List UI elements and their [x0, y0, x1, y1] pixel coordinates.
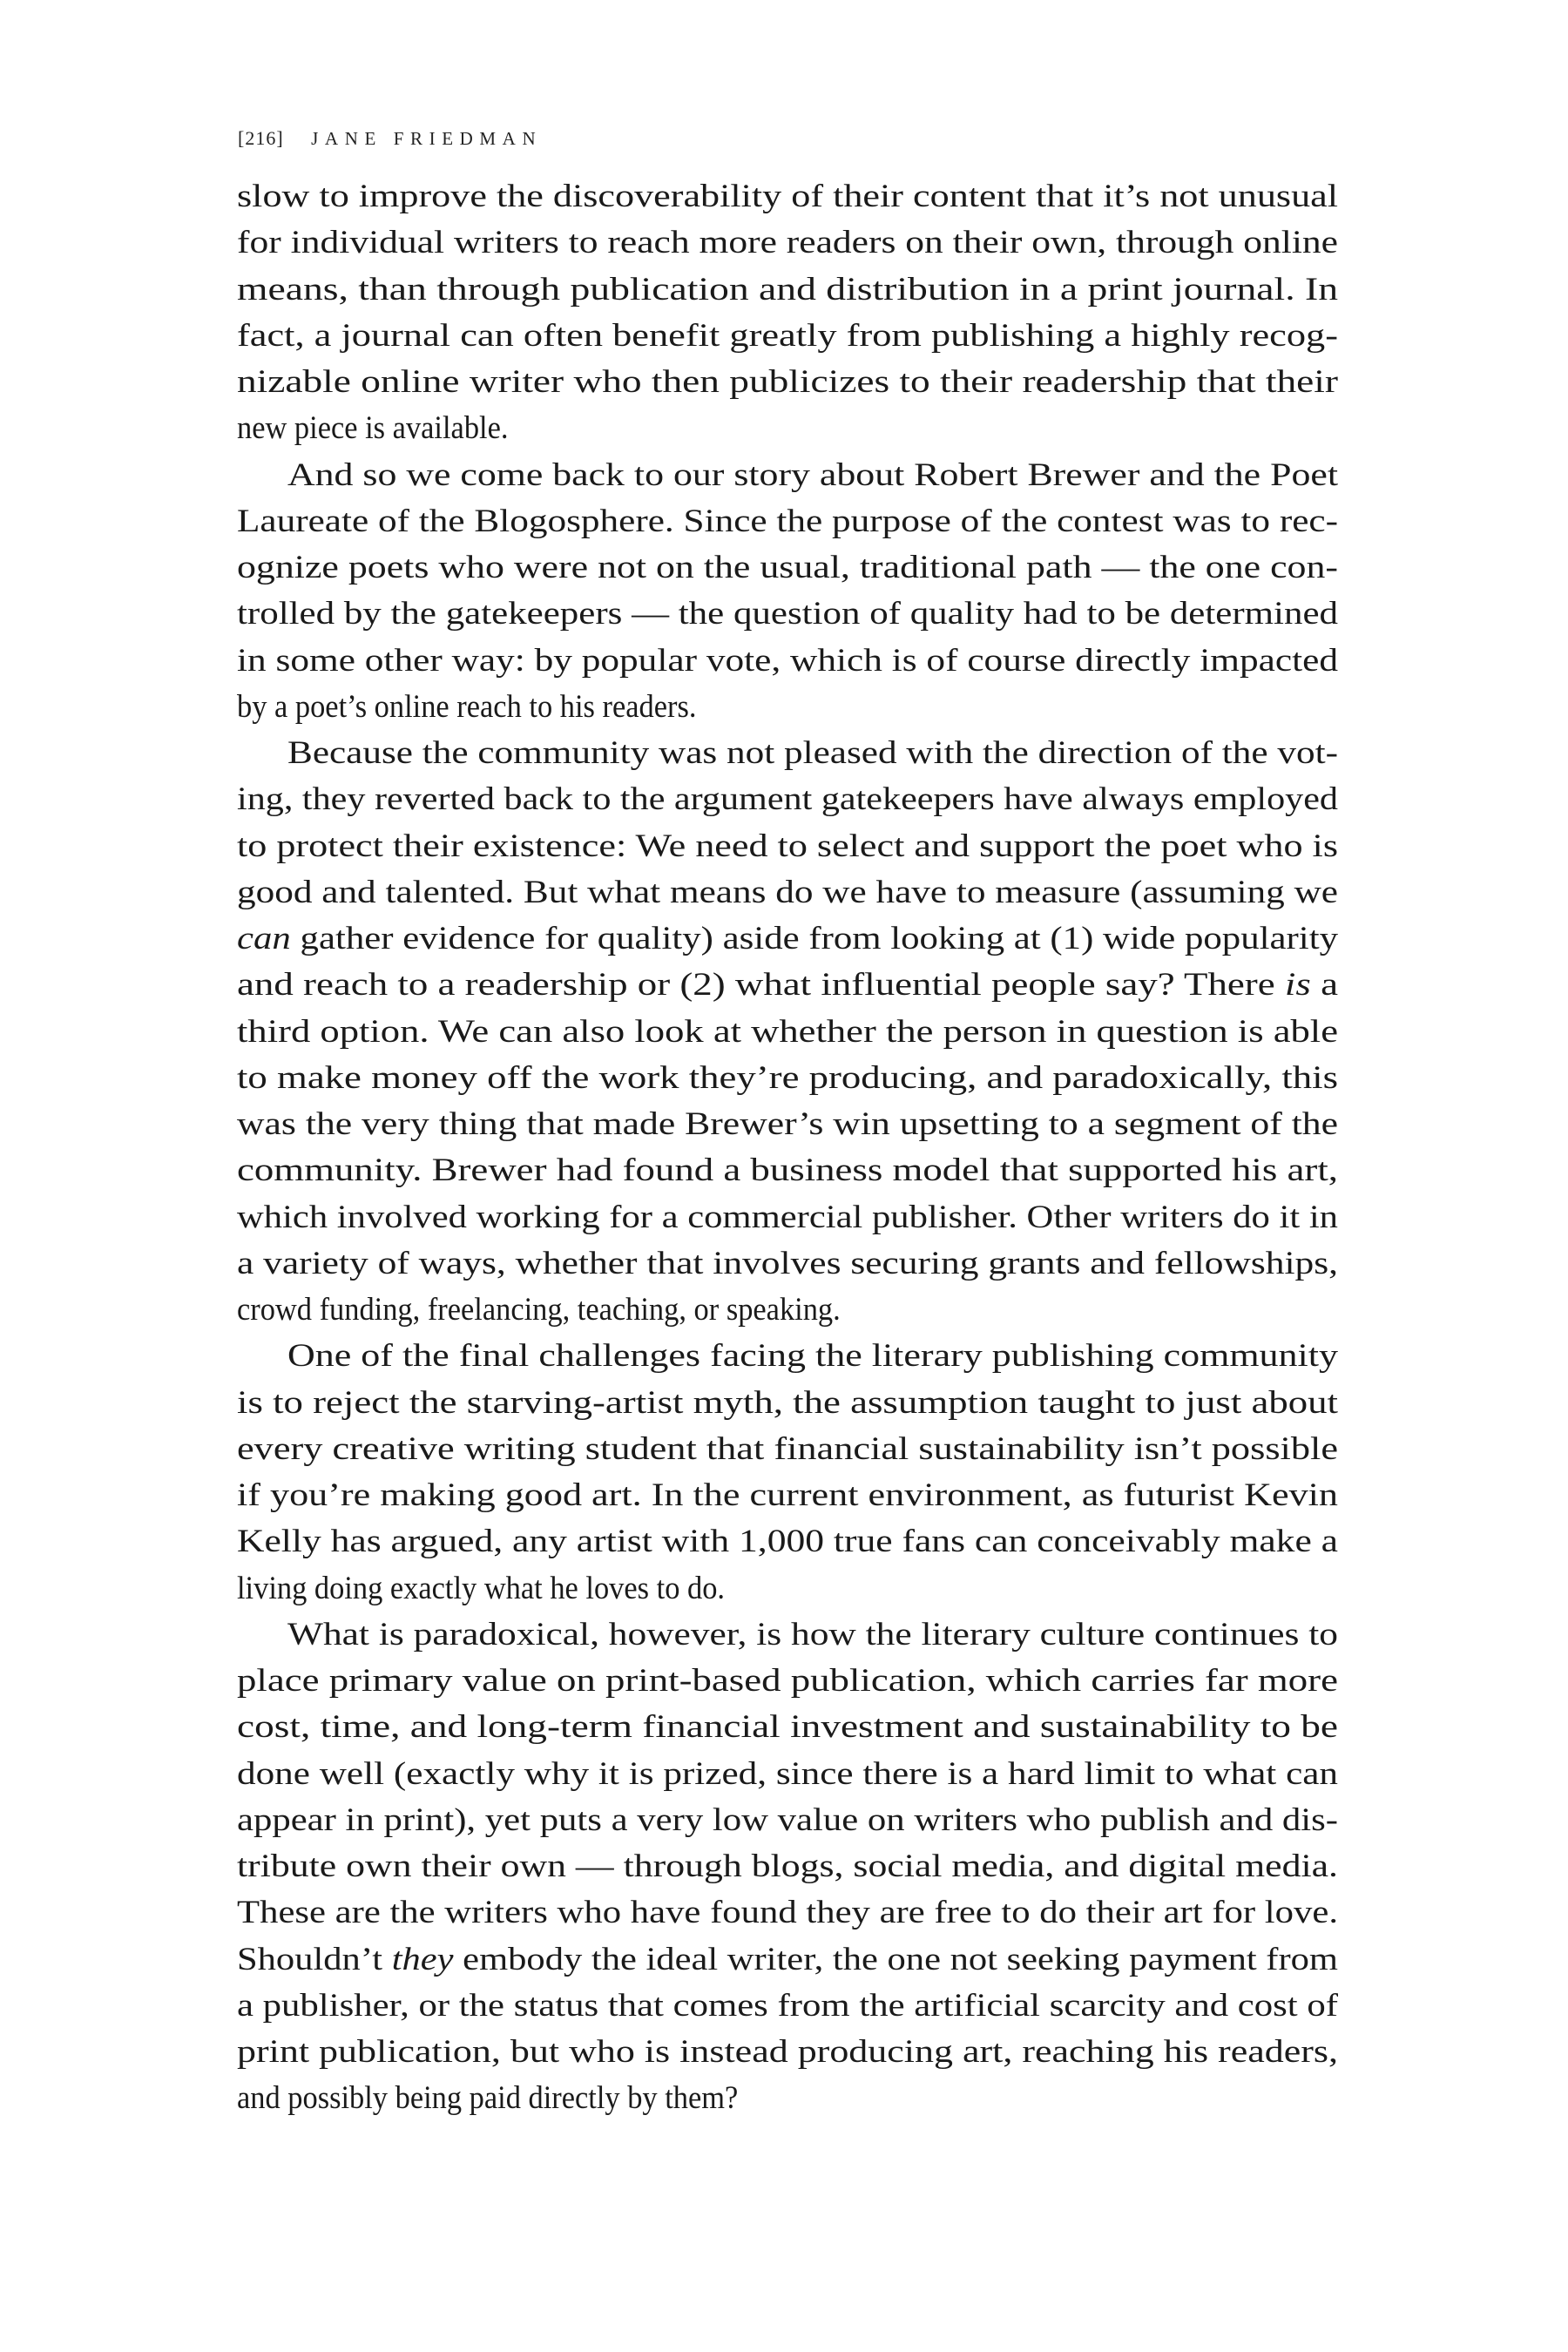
text-line — [237, 405, 1338, 451]
line-text: One of the final challenges facing the literary publishing community — [287, 1338, 1338, 1375]
text-line — [237, 1055, 1338, 1101]
line-text: These are the writers who have found they are free to do their art for love. — [237, 1895, 1338, 1931]
line-text: and reach to a readership or (2) what influential people say? There is a — [237, 967, 1338, 1004]
line-text: ognize poets who were not on the usual, traditional path — the one con- — [237, 550, 1338, 585]
line-text: which involved working for a commercial publisher. Other writers do it in — [237, 1199, 1338, 1235]
line-text: ing, they reverted back to the argument gatekeepers have always employed — [237, 781, 1338, 818]
emphasis: they — [391, 1941, 454, 1977]
text-line — [237, 730, 1338, 776]
line-text: Laureate of the Blogosphere. Since the purpose of the contest was to rec- — [237, 503, 1338, 539]
line-text: nizable online writer who then publicizes to their readership that their — [237, 364, 1338, 400]
line-text: means, than through publication and distribution in a print journal. In — [237, 271, 1338, 308]
line-text: for individual writers to reach more readers on their own, through online — [237, 225, 1338, 261]
running-head — [238, 127, 542, 150]
emphasis: is — [1284, 967, 1311, 1004]
text-line — [237, 1889, 1338, 1936]
line-text: done well (exactly why it is prized, since there is a hard limit to what can — [237, 1755, 1338, 1792]
text-line — [237, 1287, 1338, 1333]
text-line — [237, 220, 1338, 266]
paragraph — [237, 730, 1338, 1333]
text-line — [237, 452, 1338, 498]
line-text: a publisher, or the status that comes from the artificial scarcity and cost of — [237, 1987, 1338, 2024]
text-line — [237, 591, 1338, 637]
text-line — [237, 1380, 1338, 1426]
text-line — [237, 1194, 1338, 1240]
text-line — [237, 313, 1338, 359]
line-text: Kelly has argued, any artist with 1,000 true fans can conceivably make a — [237, 1524, 1338, 1560]
line-text: Because the community was not pleased with the direction of the vot- — [287, 735, 1338, 771]
text-line — [237, 544, 1338, 591]
line-text: community. Brewer had found a business model that supported his art, — [237, 1152, 1338, 1189]
text-line — [237, 1472, 1338, 1518]
line-text: third option. We can also look at whether the person in question is able — [237, 1013, 1338, 1050]
line-text: cost, time, and long-term financial investment and sustainability to be — [237, 1709, 1338, 1746]
line-text: new piece is available. — [237, 410, 509, 447]
paragraph — [237, 1333, 1338, 1612]
line-text: by a poet’s online reach to his readers. — [237, 688, 697, 725]
text-line — [237, 916, 1338, 962]
line-text: And so we come back to our story about Robert Brewer and the Poet — [287, 456, 1338, 493]
line-text: if you’re making good art. In the current environment, as futurist Kevin — [237, 1477, 1338, 1513]
text-line — [237, 1843, 1338, 1889]
running-head-author: JANE FRIEDMAN — [311, 128, 543, 149]
line-text: slow to improve the discoverability of their content that it’s not unusual — [237, 179, 1338, 214]
text-line — [237, 173, 1338, 220]
line-text: Shouldn’t they embody the ideal writer, the one not seeking payment from — [237, 1941, 1338, 1977]
text-line — [237, 1936, 1338, 1983]
text-line — [237, 1101, 1338, 1147]
text-line — [237, 359, 1338, 405]
line-text: in some other way: by popular vote, which is of course directly impacted — [237, 642, 1338, 679]
line-text: appear in print), yet puts a very low value on writers who publish and dis- — [237, 1801, 1338, 1838]
paragraph — [237, 173, 1338, 452]
line-text: can gather evidence for quality) aside from looking at (1) wide popularity — [237, 921, 1339, 956]
text-line — [237, 1612, 1338, 1658]
text-line — [237, 2075, 1338, 2121]
text-line — [237, 1147, 1338, 1193]
text-line — [237, 1333, 1338, 1379]
line-text: print publication, but who is instead producing art, reaching his readers, — [237, 2034, 1338, 2070]
line-text: place primary value on print-based publication, which carries far more — [237, 1663, 1338, 1699]
text-line — [237, 1751, 1338, 1797]
line-text: good and talented. But what means do we have to measure (assuming we — [237, 874, 1338, 910]
text-line — [237, 1240, 1338, 1287]
line-text: was the very thing that made Brewer’s win upsetting to a segment of the — [237, 1106, 1338, 1142]
paragraph — [237, 452, 1338, 731]
text-line — [237, 962, 1338, 1008]
text-line — [237, 869, 1338, 916]
text-line — [237, 1426, 1338, 1472]
line-text: is to reject the starving-artist myth, the assumption taught to just about — [237, 1384, 1338, 1421]
text-line — [237, 2029, 1338, 2075]
text-line — [237, 776, 1338, 822]
text-line — [237, 1797, 1338, 1843]
text-line — [237, 638, 1338, 684]
line-text: a variety of ways, whether that involves securing grants and fellowships, — [237, 1245, 1338, 1281]
text-line — [237, 1518, 1338, 1565]
line-text: every creative writing student that financial sustainability isn’t possible — [237, 1430, 1339, 1467]
text-line — [237, 1704, 1338, 1750]
text-line — [237, 823, 1338, 869]
paragraph — [237, 1612, 1338, 2122]
line-text: What is paradoxical, however, is how the literary culture continues to — [287, 1616, 1338, 1652]
line-text: and possibly being paid directly by them? — [237, 2080, 739, 2117]
text-line — [237, 684, 1338, 730]
text-line — [237, 1565, 1338, 1612]
line-text: to protect their existence: We need to select and support the poet who is — [237, 828, 1338, 864]
text-line — [237, 498, 1338, 544]
page-number: [216] — [238, 127, 284, 149]
body-text — [237, 173, 1338, 2122]
emphasis: can — [237, 921, 291, 956]
line-text: tribute own their own — through blogs, social media, and digital media. — [237, 1848, 1339, 1884]
text-line — [237, 1658, 1338, 1704]
line-text: crowd funding, freelancing, teaching, or speaking. — [237, 1292, 841, 1328]
line-text: trolled by the gatekeepers — the question of quality had to be determined — [237, 596, 1338, 632]
text-line — [237, 267, 1338, 313]
line-text: to make money off the work they’re producing, and paradoxically, this — [237, 1059, 1338, 1096]
line-text: fact, a journal can often benefit greatly from publishing a highly recog- — [237, 317, 1338, 354]
text-line — [237, 1983, 1338, 2029]
line-text: living doing exactly what he loves to do. — [237, 1570, 726, 1606]
text-line — [237, 1009, 1338, 1055]
